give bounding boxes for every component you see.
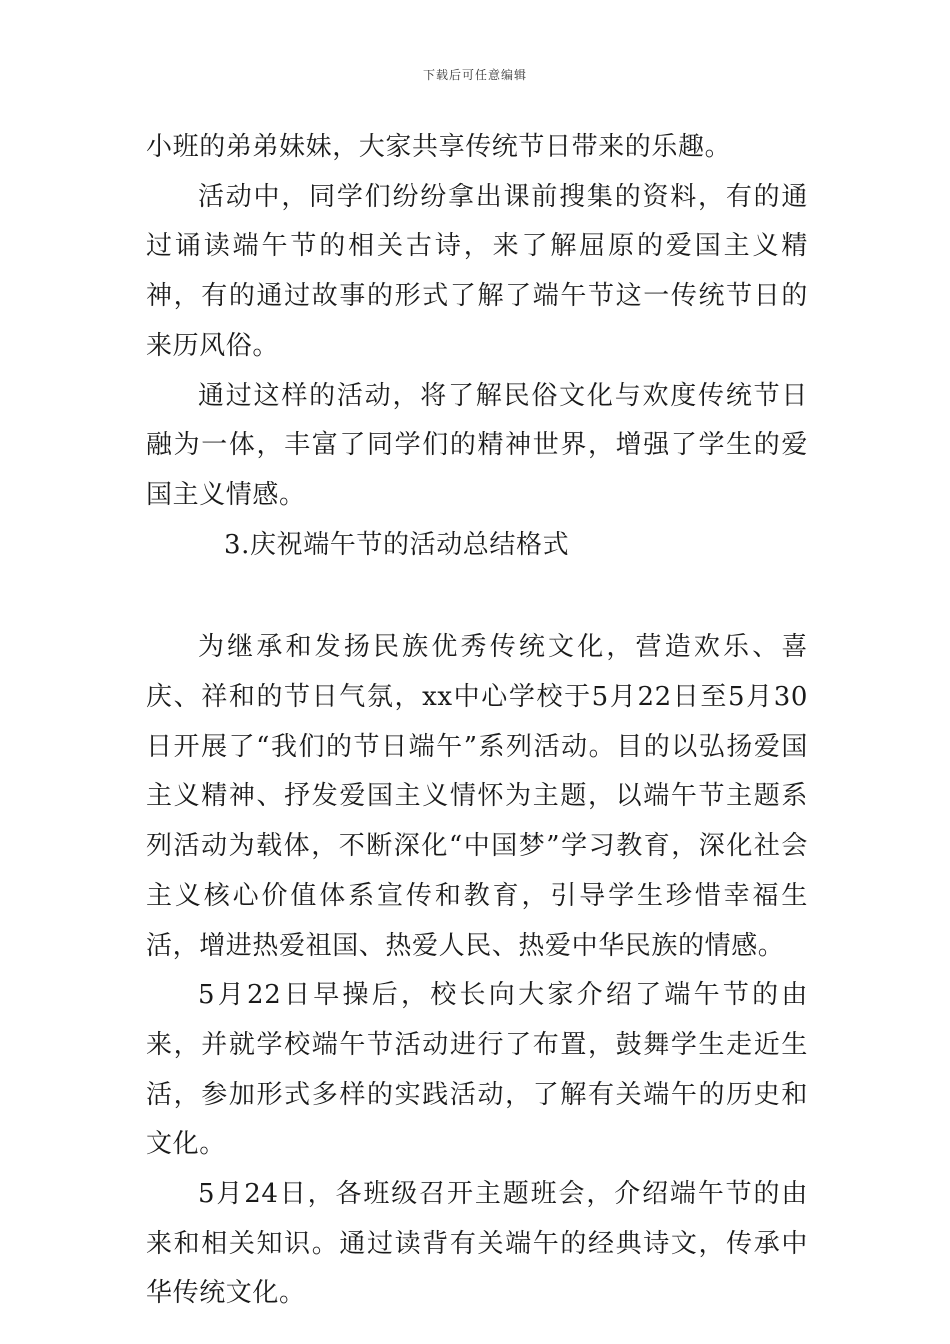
paragraph-activity: 活动中，同学们纷纷拿出课前搜集的资料，有的通过诵读端午节的相关古诗，来了解屈原的爱国主义精神，有的通过故事的形式了解了端午节这一传统节日的来历风俗。 <box>146 181 808 361</box>
header-note: 下载后可任意编辑 <box>422 68 527 82</box>
paragraph-summary: 通过这样的活动，将了解民俗文化与欢度传统节日融为一体，丰富了同学们的精神世界，增强了学生的爱国主义情感。 <box>146 380 808 510</box>
section-heading: 3.庆祝端午节的活动总结格式 <box>224 529 570 560</box>
document-body <box>146 123 808 1319</box>
paragraph-may-22: 5月22日早操后，校长向大家介绍了端午节的由来，并就学校端午节活动进行了布置，鼓舞学生走近生活，参加形式多样的实践活动，了解有关端午的历史和文化。 <box>146 980 808 1160</box>
blank-spacer <box>146 570 808 623</box>
paragraph-intro: 为继承和发扬民族优秀传统文化，营造欢乐、喜庆、祥和的节日气氛，xx中心学校于5月22日至5月30日开展了“我们的节日端午”系列活动。目的以弘扬爱国主义精神、抒发爱国主义情怀为主题，以端午节主题系列活动为载体，不断深化“中国梦”学习教育，深化社会主义核心价值体系宣传和教育，引导学生珍惜幸福生活，增进热爱祖国、热爱人民、热爱中华民族的情感。 <box>146 632 808 961</box>
paragraph-continuation: 小班的弟弟妹妹，大家共享传统节日带来的乐趣。 <box>146 132 732 162</box>
paragraph-may-24: 5月24日，各班级召开主题班会，介绍端午节的由来和相关知识。通过读背有关端午的经典诗文，传承中华传统文化。 <box>146 1179 808 1309</box>
